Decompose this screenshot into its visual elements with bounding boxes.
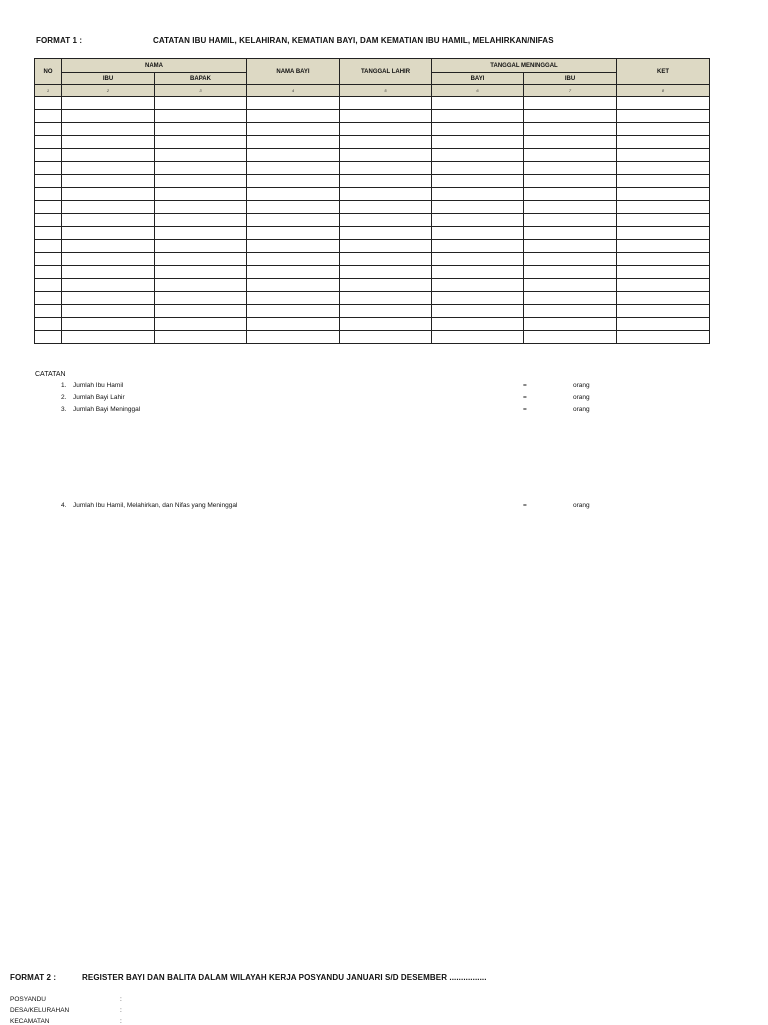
table-cell bbox=[432, 253, 524, 266]
table-cell bbox=[35, 110, 62, 123]
table-cell bbox=[62, 279, 155, 292]
table-row bbox=[35, 318, 710, 331]
table-cell bbox=[432, 136, 524, 149]
table-cell bbox=[432, 162, 524, 175]
table-cell bbox=[155, 188, 247, 201]
format1-table bbox=[34, 58, 710, 344]
table-cell bbox=[35, 188, 62, 201]
column-number: 2 bbox=[62, 85, 155, 97]
catatan-item-equals: = bbox=[523, 382, 527, 389]
table-cell bbox=[247, 266, 340, 279]
table-cell bbox=[524, 318, 617, 331]
table-cell bbox=[62, 175, 155, 188]
table-row bbox=[35, 123, 710, 136]
table-cell bbox=[35, 201, 62, 214]
catatan-item-unit: orang bbox=[573, 394, 590, 401]
table-cell bbox=[155, 305, 247, 318]
table-cell bbox=[617, 227, 710, 240]
col-header-bapak: BAPAK bbox=[155, 73, 247, 85]
format1-title: CATATAN IBU HAMIL, KELAHIRAN, KEMATIAN BAYI, DAM KEMATIAN IBU HAMIL, MELAHIRKAN/NIFAS bbox=[153, 36, 554, 45]
table-cell bbox=[62, 331, 155, 344]
table-cell bbox=[524, 266, 617, 279]
table-cell bbox=[340, 305, 432, 318]
field-label-kecamatan: KECAMATAN bbox=[10, 1018, 50, 1025]
format1-label: FORMAT 1 : bbox=[36, 36, 83, 45]
table-cell bbox=[432, 331, 524, 344]
table-row bbox=[35, 331, 710, 344]
table-row bbox=[35, 227, 710, 240]
table-cell bbox=[340, 136, 432, 149]
table-row bbox=[35, 266, 710, 279]
table-cell bbox=[247, 305, 340, 318]
table-cell bbox=[35, 305, 62, 318]
table-cell bbox=[432, 149, 524, 162]
table-cell bbox=[524, 175, 617, 188]
table-cell bbox=[35, 318, 62, 331]
table-cell bbox=[62, 318, 155, 331]
column-number: 5 bbox=[340, 85, 432, 97]
table-cell bbox=[155, 253, 247, 266]
catatan-item-equals: = bbox=[523, 394, 527, 401]
table-cell bbox=[340, 292, 432, 305]
table-row bbox=[35, 162, 710, 175]
field-label-posyandu: POSYANDU bbox=[10, 996, 46, 1003]
table-cell bbox=[432, 175, 524, 188]
table-cell bbox=[340, 188, 432, 201]
catatan-item-number: 3. bbox=[61, 406, 67, 413]
col-header-tanggal-meninggal: TANGGAL MENINGGAL bbox=[432, 59, 617, 73]
table-cell bbox=[524, 305, 617, 318]
table-cell bbox=[340, 149, 432, 162]
format2-label: FORMAT 2 : bbox=[10, 973, 57, 982]
table-cell bbox=[35, 240, 62, 253]
table-cell bbox=[247, 110, 340, 123]
table-cell bbox=[62, 110, 155, 123]
table-cell bbox=[62, 136, 155, 149]
table-cell bbox=[432, 201, 524, 214]
table-cell bbox=[247, 201, 340, 214]
table-cell bbox=[247, 97, 340, 110]
table-row bbox=[35, 279, 710, 292]
table-cell bbox=[432, 266, 524, 279]
table-cell bbox=[155, 227, 247, 240]
table-cell bbox=[524, 149, 617, 162]
table-cell bbox=[432, 110, 524, 123]
catatan-item-text: Jumlah Bayi Lahir bbox=[73, 394, 125, 401]
column-number: 1 bbox=[35, 85, 62, 97]
table-row bbox=[35, 253, 710, 266]
table-cell bbox=[617, 214, 710, 227]
table-cell bbox=[155, 110, 247, 123]
table-cell bbox=[247, 279, 340, 292]
catatan-item-unit: orang bbox=[573, 502, 590, 509]
table-row bbox=[35, 188, 710, 201]
table-cell bbox=[340, 227, 432, 240]
col-header-ket: KET bbox=[617, 59, 710, 85]
table-row bbox=[35, 175, 710, 188]
table-cell bbox=[617, 123, 710, 136]
table-cell bbox=[617, 136, 710, 149]
table-cell bbox=[35, 136, 62, 149]
field-colon: : bbox=[120, 1018, 122, 1025]
table-cell bbox=[340, 266, 432, 279]
table-cell bbox=[155, 318, 247, 331]
table-row bbox=[35, 97, 710, 110]
table-cell bbox=[247, 318, 340, 331]
table-cell bbox=[62, 214, 155, 227]
table-cell bbox=[155, 97, 247, 110]
table-cell bbox=[432, 240, 524, 253]
table-cell bbox=[340, 318, 432, 331]
table-cell bbox=[617, 149, 710, 162]
table-cell bbox=[617, 240, 710, 253]
table-cell bbox=[340, 110, 432, 123]
table-cell bbox=[524, 188, 617, 201]
col-header-no: NO bbox=[35, 59, 62, 85]
table-cell bbox=[340, 240, 432, 253]
table-cell bbox=[247, 162, 340, 175]
table-cell bbox=[155, 162, 247, 175]
table-cell bbox=[62, 162, 155, 175]
catatan-heading: CATATAN bbox=[35, 371, 66, 378]
col-header-bayi: BAYI bbox=[432, 73, 524, 85]
table-cell bbox=[62, 188, 155, 201]
table-cell bbox=[247, 292, 340, 305]
table-cell bbox=[524, 227, 617, 240]
catatan-item-unit: orang bbox=[573, 382, 590, 389]
table-cell bbox=[155, 292, 247, 305]
col-header-nama-bayi: NAMA BAYI bbox=[247, 59, 340, 85]
table-cell bbox=[247, 123, 340, 136]
table-cell bbox=[155, 331, 247, 344]
table-row bbox=[35, 292, 710, 305]
table-cell bbox=[524, 136, 617, 149]
table-cell bbox=[62, 97, 155, 110]
table-cell bbox=[35, 253, 62, 266]
table-cell bbox=[524, 123, 617, 136]
table-cell bbox=[617, 253, 710, 266]
table-cell bbox=[340, 201, 432, 214]
table-cell bbox=[340, 253, 432, 266]
table-cell bbox=[617, 175, 710, 188]
table-cell bbox=[432, 188, 524, 201]
table-cell bbox=[340, 97, 432, 110]
table-cell bbox=[432, 123, 524, 136]
table-cell bbox=[432, 97, 524, 110]
column-number: 6 bbox=[432, 85, 524, 97]
format2-title: REGISTER BAYI DAN BALITA DALAM WILAYAH KERJA POSYANDU JANUARI S/D DESEMBER ................ bbox=[82, 973, 487, 982]
column-number: 7 bbox=[524, 85, 617, 97]
table-cell bbox=[35, 227, 62, 240]
table-cell bbox=[617, 201, 710, 214]
table-cell bbox=[247, 149, 340, 162]
table-cell bbox=[340, 279, 432, 292]
table-cell bbox=[155, 123, 247, 136]
table-cell bbox=[524, 97, 617, 110]
table-cell bbox=[35, 162, 62, 175]
table-cell bbox=[432, 318, 524, 331]
table-cell bbox=[617, 110, 710, 123]
table-cell bbox=[35, 331, 62, 344]
table-cell bbox=[617, 188, 710, 201]
table-cell bbox=[340, 175, 432, 188]
table-cell bbox=[155, 175, 247, 188]
table-cell bbox=[35, 97, 62, 110]
table-row bbox=[35, 136, 710, 149]
table-row bbox=[35, 110, 710, 123]
table-cell bbox=[155, 214, 247, 227]
table-cell bbox=[155, 201, 247, 214]
table-cell bbox=[247, 188, 340, 201]
col-header-tanggal-lahir: TANGGAL LAHIR bbox=[340, 59, 432, 85]
table-row bbox=[35, 214, 710, 227]
column-number: 4 bbox=[247, 85, 340, 97]
catatan-item-equals: = bbox=[523, 406, 527, 413]
table-cell bbox=[62, 253, 155, 266]
table-cell bbox=[617, 292, 710, 305]
field-label-desa-kelurahan: DESA/KELURAHAN bbox=[10, 1007, 70, 1014]
table-cell bbox=[524, 331, 617, 344]
table-cell bbox=[340, 331, 432, 344]
table-cell bbox=[432, 305, 524, 318]
table-cell bbox=[35, 123, 62, 136]
table-cell bbox=[35, 266, 62, 279]
table-cell bbox=[432, 279, 524, 292]
catatan-item-unit: orang bbox=[573, 406, 590, 413]
table-cell bbox=[247, 136, 340, 149]
catatan-item-text: Jumlah Ibu Hamil bbox=[73, 382, 124, 389]
table-cell bbox=[155, 240, 247, 253]
table-cell bbox=[155, 136, 247, 149]
table-cell bbox=[247, 331, 340, 344]
table-cell bbox=[155, 279, 247, 292]
table-cell bbox=[62, 201, 155, 214]
col-header-ibu: IBU bbox=[62, 73, 155, 85]
table-cell bbox=[524, 292, 617, 305]
table-cell bbox=[62, 227, 155, 240]
table-cell bbox=[247, 240, 340, 253]
field-colon: : bbox=[120, 996, 122, 1003]
table-cell bbox=[617, 331, 710, 344]
table-cell bbox=[155, 149, 247, 162]
table-cell bbox=[617, 266, 710, 279]
column-number: 8 bbox=[617, 85, 710, 97]
table-cell bbox=[432, 292, 524, 305]
table-cell bbox=[617, 305, 710, 318]
table-cell bbox=[432, 227, 524, 240]
catatan-item-equals: = bbox=[523, 502, 527, 509]
table-cell bbox=[247, 253, 340, 266]
catatan-item-number: 1. bbox=[61, 382, 67, 389]
table-cell bbox=[62, 240, 155, 253]
column-number: 3 bbox=[155, 85, 247, 97]
col-header-nama: NAMA bbox=[62, 59, 247, 73]
table-cell bbox=[62, 292, 155, 305]
table-cell bbox=[247, 227, 340, 240]
table-cell bbox=[247, 175, 340, 188]
table-cell bbox=[35, 214, 62, 227]
table-cell bbox=[35, 149, 62, 162]
table-cell bbox=[617, 97, 710, 110]
table-cell bbox=[62, 266, 155, 279]
table-cell bbox=[524, 110, 617, 123]
table-row bbox=[35, 240, 710, 253]
table-cell bbox=[340, 162, 432, 175]
table-cell bbox=[617, 279, 710, 292]
table-cell bbox=[340, 214, 432, 227]
table-cell bbox=[524, 253, 617, 266]
table-cell bbox=[524, 201, 617, 214]
catatan-item-text: Jumlah Ibu Hamil, Melahirkan, dan Nifas yang Meninggal bbox=[73, 502, 238, 509]
table-cell bbox=[62, 149, 155, 162]
catatan-item-number: 4. bbox=[61, 502, 67, 509]
table-cell bbox=[155, 266, 247, 279]
table-cell bbox=[432, 214, 524, 227]
table-cell bbox=[524, 214, 617, 227]
table-cell bbox=[247, 214, 340, 227]
table-cell bbox=[35, 279, 62, 292]
field-colon: : bbox=[120, 1007, 122, 1014]
col-header-ibu-meninggal: IBU bbox=[524, 73, 617, 85]
table-cell bbox=[617, 318, 710, 331]
table-cell bbox=[35, 175, 62, 188]
table-row bbox=[35, 149, 710, 162]
table-cell bbox=[524, 162, 617, 175]
table-cell bbox=[62, 123, 155, 136]
table-row bbox=[35, 305, 710, 318]
table-row bbox=[35, 201, 710, 214]
catatan-item-text: Jumlah Bayi Meninggal bbox=[73, 406, 141, 413]
catatan-item-number: 2. bbox=[61, 394, 67, 401]
table-cell bbox=[524, 279, 617, 292]
table-cell bbox=[524, 240, 617, 253]
table-cell bbox=[35, 292, 62, 305]
table-cell bbox=[340, 123, 432, 136]
table-cell bbox=[62, 305, 155, 318]
table-cell bbox=[617, 162, 710, 175]
